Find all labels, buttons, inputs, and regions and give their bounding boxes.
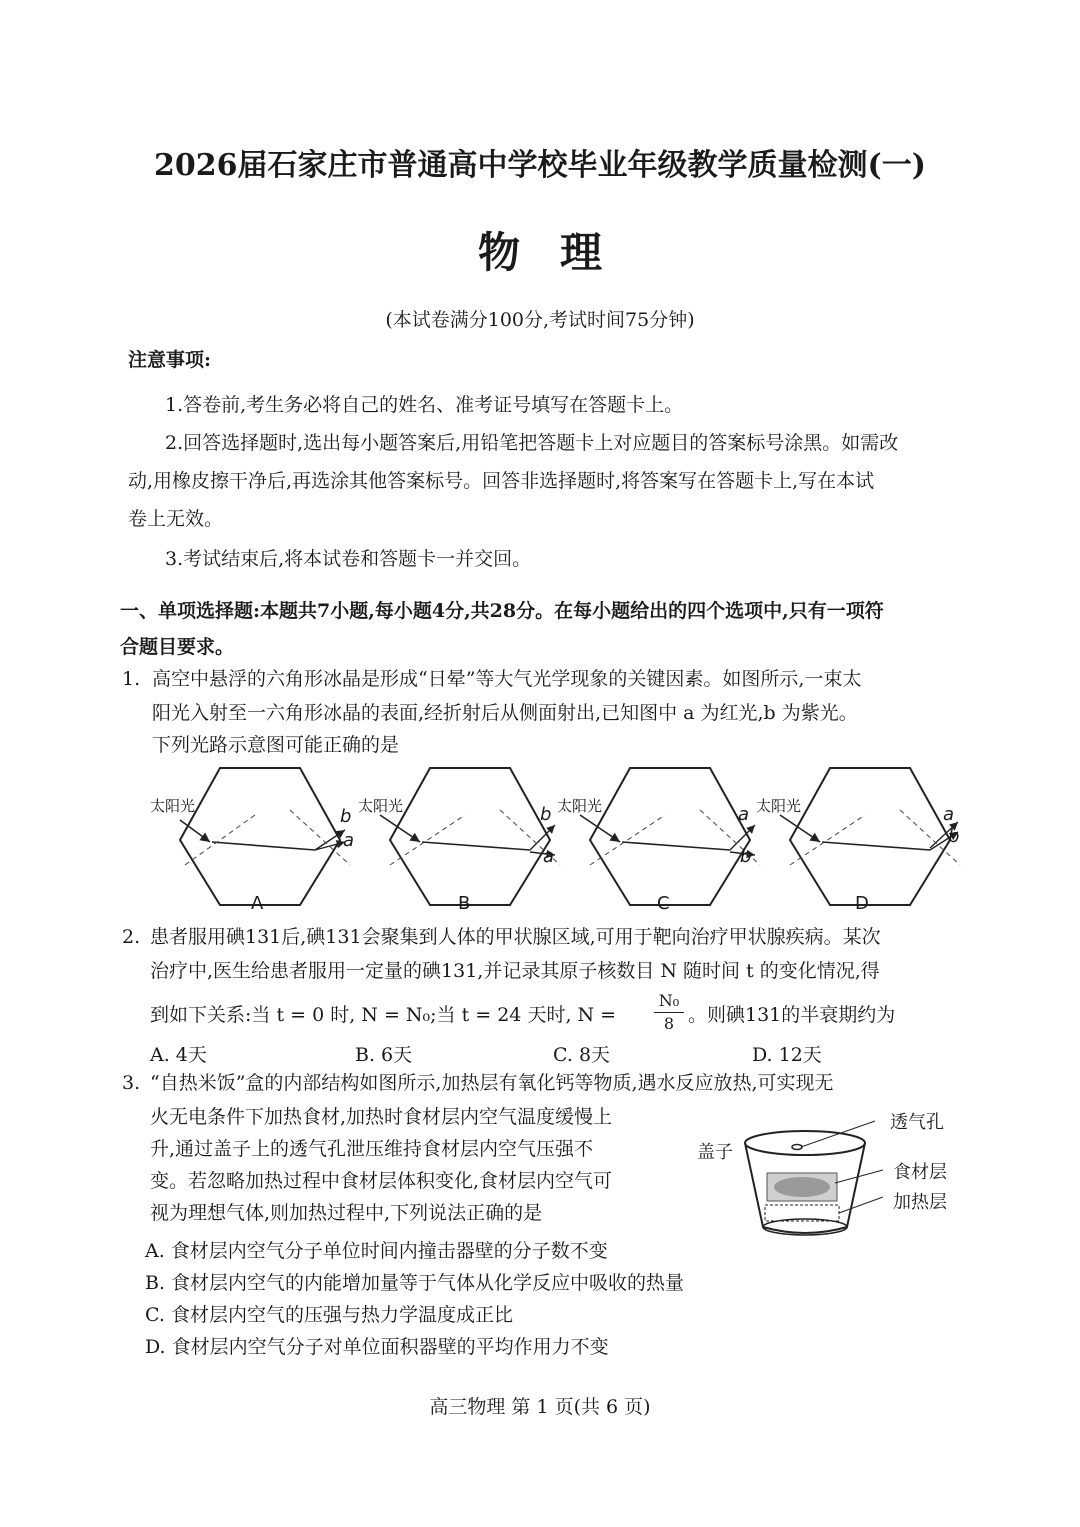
q2-option-a[interactable]: A. 4天 xyxy=(150,1044,207,1066)
hexagon-diagram-b xyxy=(380,768,560,905)
q3-figure xyxy=(735,1115,885,1245)
q1-line2: 阳光入射至一六角形冰晶的表面,经折射后从侧面射出,已知图中 a 为红光,b 为紫光。 xyxy=(152,702,858,724)
q2-line3-b: 。则碘131的半衰期约为 xyxy=(688,1004,896,1026)
q1-figure xyxy=(140,760,970,920)
lid-label: 盖子 xyxy=(697,1142,733,1163)
q3-number: 3. xyxy=(122,1072,141,1094)
subject-title: 物理 xyxy=(477,228,642,277)
sunlight-label-a: 太阳光 xyxy=(150,797,196,815)
sunlight-label-c: 太阳光 xyxy=(557,797,603,815)
q2-fraction xyxy=(654,990,684,1035)
notice-item-2-line1: 2.回答选择题时,选出每小题答案后,用铅笔把答题卡上对应题目的答案标号涂黑。如需改 xyxy=(165,432,899,454)
refracted-ray-b xyxy=(422,842,530,850)
heat-leader-line xyxy=(839,1197,883,1213)
q3-line3: 升,通过盖子上的透气孔泄压维持食材层内空气压强不 xyxy=(150,1138,594,1160)
q2-number: 2. xyxy=(122,926,141,948)
q2-line3-a: 到如下关系:当 t = 0 时, N = N₀;当 t = 24 天时, N = xyxy=(150,1004,617,1026)
q2-option-d[interactable]: D. 12天 xyxy=(752,1044,822,1066)
notice-item-2-line3: 卷上无效。 xyxy=(128,508,224,530)
ray-label-a-d: a xyxy=(943,804,955,825)
page-footer: 高三物理 第 1 页(共 6 页) xyxy=(429,1396,651,1418)
refracted-ray-c xyxy=(622,842,730,850)
ray-label-b-a: b xyxy=(340,806,352,827)
ray-label-a-b: a xyxy=(543,846,555,867)
q1-option-d[interactable]: D xyxy=(855,893,869,914)
exam-title: 2026届石家庄市普通高中学校毕业年级教学质量检测(一) xyxy=(154,148,926,183)
q2-option-c[interactable]: C. 8天 xyxy=(553,1044,611,1066)
q1-number: 1. xyxy=(122,668,141,690)
q1-option-a[interactable]: A xyxy=(251,893,264,914)
q2-option-b[interactable]: B. 6天 xyxy=(355,1044,413,1066)
ray-label-b-c: b xyxy=(740,846,752,867)
incident-ray-d xyxy=(780,815,820,842)
sunlight-label-b: 太阳光 xyxy=(358,797,404,815)
food-texture xyxy=(774,1177,830,1197)
hexagon-d xyxy=(790,768,950,905)
notice-item-1: 1.答卷前,考生务必将自己的姓名、准考证号填写在答题卡上。 xyxy=(165,394,684,416)
vent-hole xyxy=(792,1145,802,1150)
q3-line4: 变。若忽略加热过程中食材层体积变化,食材层内空气可 xyxy=(150,1170,613,1192)
hexagon-diagram-c xyxy=(580,768,760,905)
exam-info: (本试卷满分100分,考试时间75分钟) xyxy=(385,309,695,331)
q2-line2: 治疗中,医生给患者服用一定量的碘131,并记录其原子核数目 N 随时间 t 的变化情况,得 xyxy=(150,960,880,982)
notice-item-2-line2: 动,用橡皮擦干净后,再选涂其他答案标号。回答非选择题时,将答案写在答题卡上,写在本试 xyxy=(128,470,875,492)
notice-heading: 注意事项: xyxy=(128,349,212,371)
ray-label-a-c: a xyxy=(738,804,750,825)
q3-option-a[interactable]: A. 食材层内空气分子单位时间内撞击器壁的分子数不变 xyxy=(145,1240,608,1262)
q3-option-b[interactable]: B. 食材层内空气的内能增加量等于气体从化学反应中吸收的热量 xyxy=(145,1272,685,1294)
incident-ray-c xyxy=(580,815,620,842)
fraction-denominator: 8 xyxy=(663,1014,675,1033)
vent-label: 透气孔 xyxy=(890,1112,944,1133)
section-heading-line1: 一、单项选择题:本题共7小题,每小题4分,共28分。在每小题给出的四个选项中,只有一项符 xyxy=(120,600,884,622)
sunlight-label-d: 太阳光 xyxy=(756,797,802,815)
q1-line3: 下列光路示意图可能正确的是 xyxy=(152,734,400,756)
hexagon-diagram-d xyxy=(780,768,960,905)
q3-option-d[interactable]: D. 食材层内空气分子对单位面积器壁的平均作用力不变 xyxy=(145,1336,609,1358)
lid xyxy=(745,1131,865,1155)
q1-option-c[interactable]: C xyxy=(657,893,670,914)
refracted-ray-d xyxy=(822,842,930,850)
food-layer-label: 食材层 xyxy=(893,1162,947,1183)
ray-label-b-b: b xyxy=(540,804,552,825)
vent-leader-line xyxy=(801,1121,875,1147)
ray-a-a xyxy=(315,842,345,850)
heating-layer-label: 加热层 xyxy=(893,1192,947,1213)
section-heading-line2: 合题目要求。 xyxy=(120,636,235,658)
q3-line2: 火无电条件下加热食材,加热时食材层内空气温度缓慢上 xyxy=(150,1106,613,1128)
normal-line xyxy=(390,815,465,865)
q2-line1: 患者服用碘131后,碘131会聚集到人体的甲状腺区域,可用于靶向治疗甲状腺疾病。某次 xyxy=(150,926,881,948)
incident-ray-b xyxy=(380,815,420,842)
refracted-ray-a xyxy=(212,842,315,850)
normal-line xyxy=(790,815,865,865)
fraction-numerator: N₀ xyxy=(654,990,684,1013)
q3-line1: “自热米饭”盒的内部结构如图所示,加热层有氧化钙等物质,遇水反应放热,可实现无 xyxy=(150,1072,834,1094)
hexagon-a xyxy=(180,768,340,905)
normal-line xyxy=(185,815,255,865)
ray-label-b-d: b xyxy=(948,826,960,847)
q3-option-c[interactable]: C. 食材层内空气的压强与热力学温度成正比 xyxy=(145,1304,513,1326)
q3-line5: 视为理想气体,则加热过程中,下列说法正确的是 xyxy=(150,1202,543,1224)
notice-item-3: 3.考试结束后,将本试卷和答题卡一并交回。 xyxy=(165,548,532,570)
hexagon-diagram-a xyxy=(180,768,350,905)
hexagon-c xyxy=(590,768,750,905)
hexagon-b xyxy=(390,768,550,905)
q1-option-b[interactable]: B xyxy=(458,893,471,914)
normal-line xyxy=(590,815,665,865)
ray-label-a-a: a xyxy=(343,830,355,851)
q1-line1: 高空中悬浮的六角形冰晶是形成“日晕”等大气光学现象的关键因素。如图所示,一束太 xyxy=(152,668,862,690)
